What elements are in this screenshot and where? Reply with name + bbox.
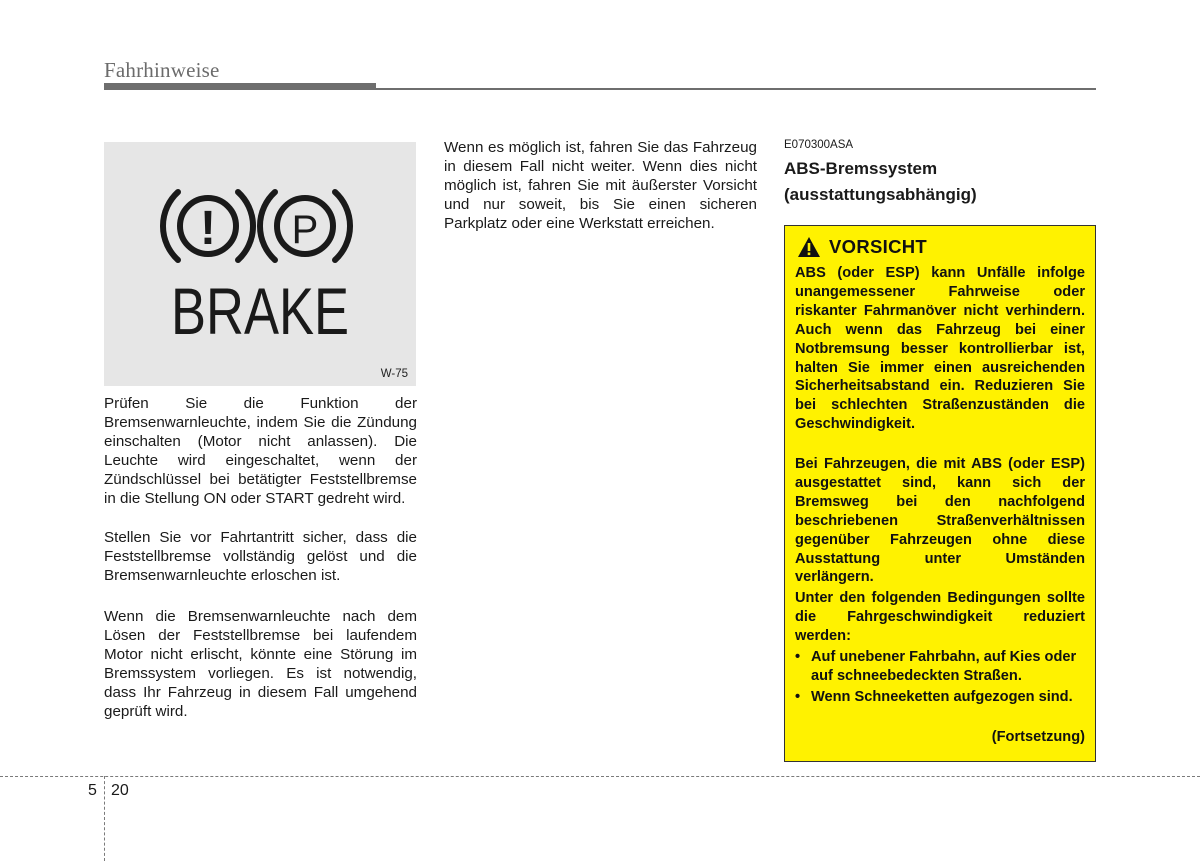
- list-item-text: Wenn Schneeketten aufgezogen sind.: [811, 688, 1073, 705]
- header-rule-thick: [104, 83, 376, 90]
- parking-lamp-arc-right: [335, 192, 350, 260]
- brake-label: BRAKE: [171, 274, 349, 348]
- bullet-dot: •: [795, 688, 801, 705]
- exclamation-lamp-arc-right: [238, 192, 253, 260]
- section-heading-line2: (ausstattungsabhängig): [784, 185, 977, 204]
- brake-warning-figure: [104, 142, 416, 386]
- paragraph-malfunction: Wenn die Bremsenwarnleuchte nach dem Lösen der Feststellbremse bei laufendem Motor nicht erlischt, könnte eine Störung im Bremssystem vorliegen. Es ist notwendig, dass Ihr Fahrzeug in diesem Fall umgehend geprüft wird.: [104, 608, 417, 720]
- list-item: [795, 648, 1085, 686]
- header-rule-thin: [376, 88, 1096, 90]
- list-item-text: Auf unebener Fahrbahn, auf Kies oder auf schneebedeckten Straßen.: [811, 649, 1077, 684]
- figure-code: W-75: [380, 368, 408, 380]
- list-item: [795, 688, 1085, 707]
- caution-header: [797, 236, 927, 258]
- caution-title: VORSICHT: [829, 236, 927, 257]
- chapter-number: 5: [88, 782, 97, 799]
- exclamation-lamp-arc-left: [163, 192, 178, 260]
- caution-paragraph-2: Bei Fahrzeugen, die mit ABS (oder ESP) ausgestattet sind, kann sich der Bremsweg bei den nachfolgend beschriebenen Straßenverhältnissen gegenüber Fahrzeugen ohne diese Ausstattung unter Umständen verlängern.: [795, 456, 1085, 586]
- warning-triangle-icon: [797, 236, 821, 258]
- caution-paragraph-1: ABS (oder ESP) kann Unfälle infolge unangemessener Fahrweise oder riskanter Fahrmanöver nicht verhindern. Auch wenn das Fahrzeug bei einer Notbremsung besser kontrollierbar ist, halten Sie immer einen ausreichenden Sicherheitsabstand ein. Reduzieren Sie bei schlechten Straßenzuständen die Geschwindigkeit.: [795, 265, 1085, 433]
- section-heading-line1: ABS-Bremssystem: [784, 159, 938, 178]
- parking-glyph: P: [291, 208, 319, 252]
- bullet-dot: •: [795, 649, 801, 665]
- paragraph-release-brake: Stellen Sie vor Fahrtantritt sicher, dass die Feststellbremse vollständig gelöst und die Bremsenwarnleuchte erloschen ist.: [104, 529, 417, 584]
- parking-lamp-arc-left: [260, 192, 275, 260]
- footer-divider: [0, 776, 1200, 777]
- document-code: E070300ASA: [784, 139, 854, 151]
- section-title: Fahrhinweise: [104, 58, 220, 82]
- footer-vertical-divider: [104, 776, 105, 861]
- caution-bullet-list: [795, 648, 1085, 709]
- section-heading: [784, 156, 1084, 208]
- exclamation-glyph: !: [200, 202, 216, 255]
- caution-paragraph-3: Unter den folgenden Bedingungen sollte die Fahrgeschwindigkeit reduziert werden:: [795, 590, 1085, 644]
- continuation-note: (Fortsetzung): [991, 729, 1085, 745]
- brake-warning-symbol: [104, 142, 416, 386]
- page-number: 20: [111, 782, 129, 799]
- paragraph-stop-driving: Wenn es möglich ist, fahren Sie das Fahrzeug in diesem Fall nicht weiter. Wenn dies nicht möglich ist, fahren Sie mit äußerster Vorsicht und nur soweit, bis Sie einen sicheren Parkplatz oder eine Werkstatt erreichen.: [444, 139, 757, 232]
- paragraph-check-lamp: Prüfen Sie die Funktion der Bremsenwarnleuchte, indem Sie die Zündung einschalten (Motor nicht anlassen). Die Leuchte wird eingeschaltet, wenn der Zündschlüssel bei betätigter Feststellbremse in die Stellung ON oder START gedreht wird.: [104, 395, 417, 507]
